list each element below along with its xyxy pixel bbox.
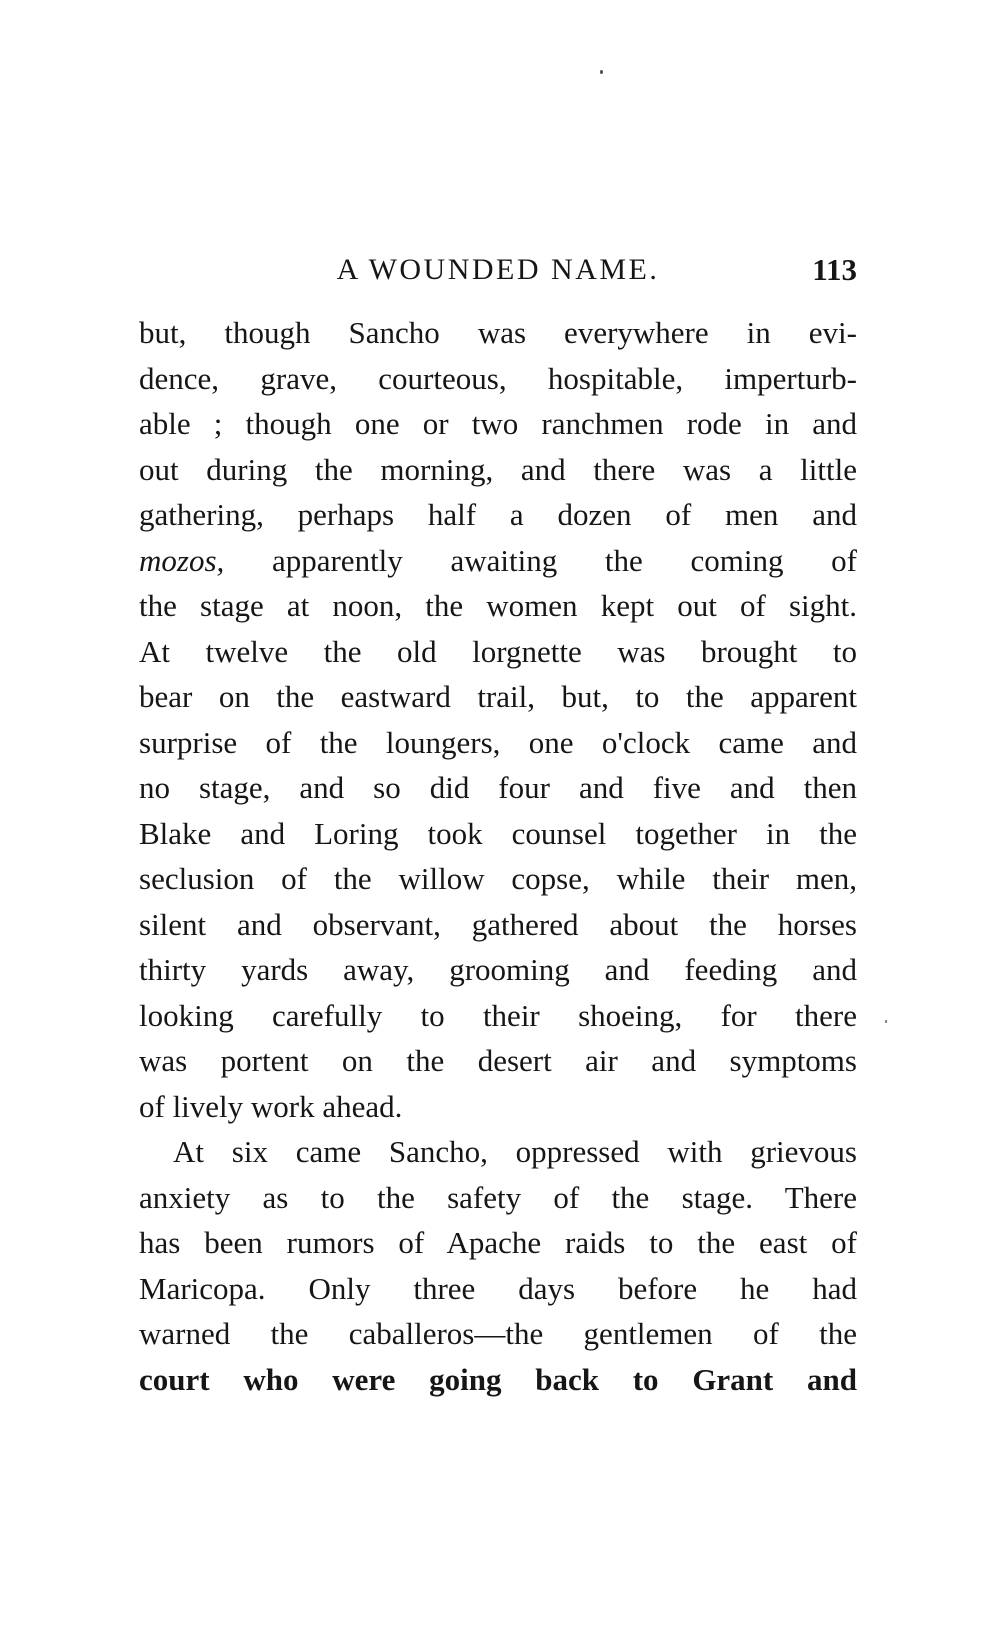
running-head [139,248,857,292]
italic-word: mozos, [139,542,225,578]
text-line: able ; though one or two ranchmen rode in and [139,406,857,441]
text-line-rest: apparently awaiting the coming of [271,542,857,578]
text-line: Blake and Loring took counsel together in the [139,815,857,851]
running-title: A WOUNDED NAME. [336,253,660,286]
text-line: court who were going back to Grant and [139,1361,857,1397]
text-line: thirty yards away, grooming and feeding and [139,952,857,987]
text-line: the stage at noon, the women kept out of sight. [139,588,857,623]
text-line: anxiety as to the safety of the stage. There [139,1179,857,1215]
text-line: looking carefully to their shoeing, for there [139,997,857,1033]
text-line: has been rumors of Apache raids to the east of [139,1225,857,1260]
text-line: was portent on the desert air and symptoms [139,1043,857,1078]
text-line: of lively work ahead. [139,1088,403,1124]
text-line: out during the morning, and there was a little [139,451,857,487]
text-line: gathering, perhaps half a dozen of men and [139,497,857,532]
text-line: but, though Sancho was everywhere in evi- [139,315,857,350]
text-line: bear on the eastward trail, but, to the apparent [139,679,857,714]
text-line: Maricopa. Only three days before he had [139,1270,857,1306]
text-line: dence, grave, courteous, hospitable, imperturb- [139,360,857,396]
text-line: seclusion of the willow copse, while their men, [139,861,857,896]
ink-speck [600,70,603,74]
ink-speck [885,1020,887,1023]
text-line [139,538,857,584]
text-line: At six came Sancho, oppressed with grievous [173,1134,857,1169]
text-line: silent and observant, gathered about the horses [139,906,857,942]
text-line: no stage, and so did four and five and then [139,770,857,805]
text-line: surprise of the loungers, one o'clock came and [139,724,857,760]
page-number: 113 [812,252,857,287]
text-line: At twelve the old lorgnette was brought to [139,633,857,669]
text-line: warned the caballeros—the gentlemen of the [139,1316,857,1351]
body-text [139,310,857,1402]
